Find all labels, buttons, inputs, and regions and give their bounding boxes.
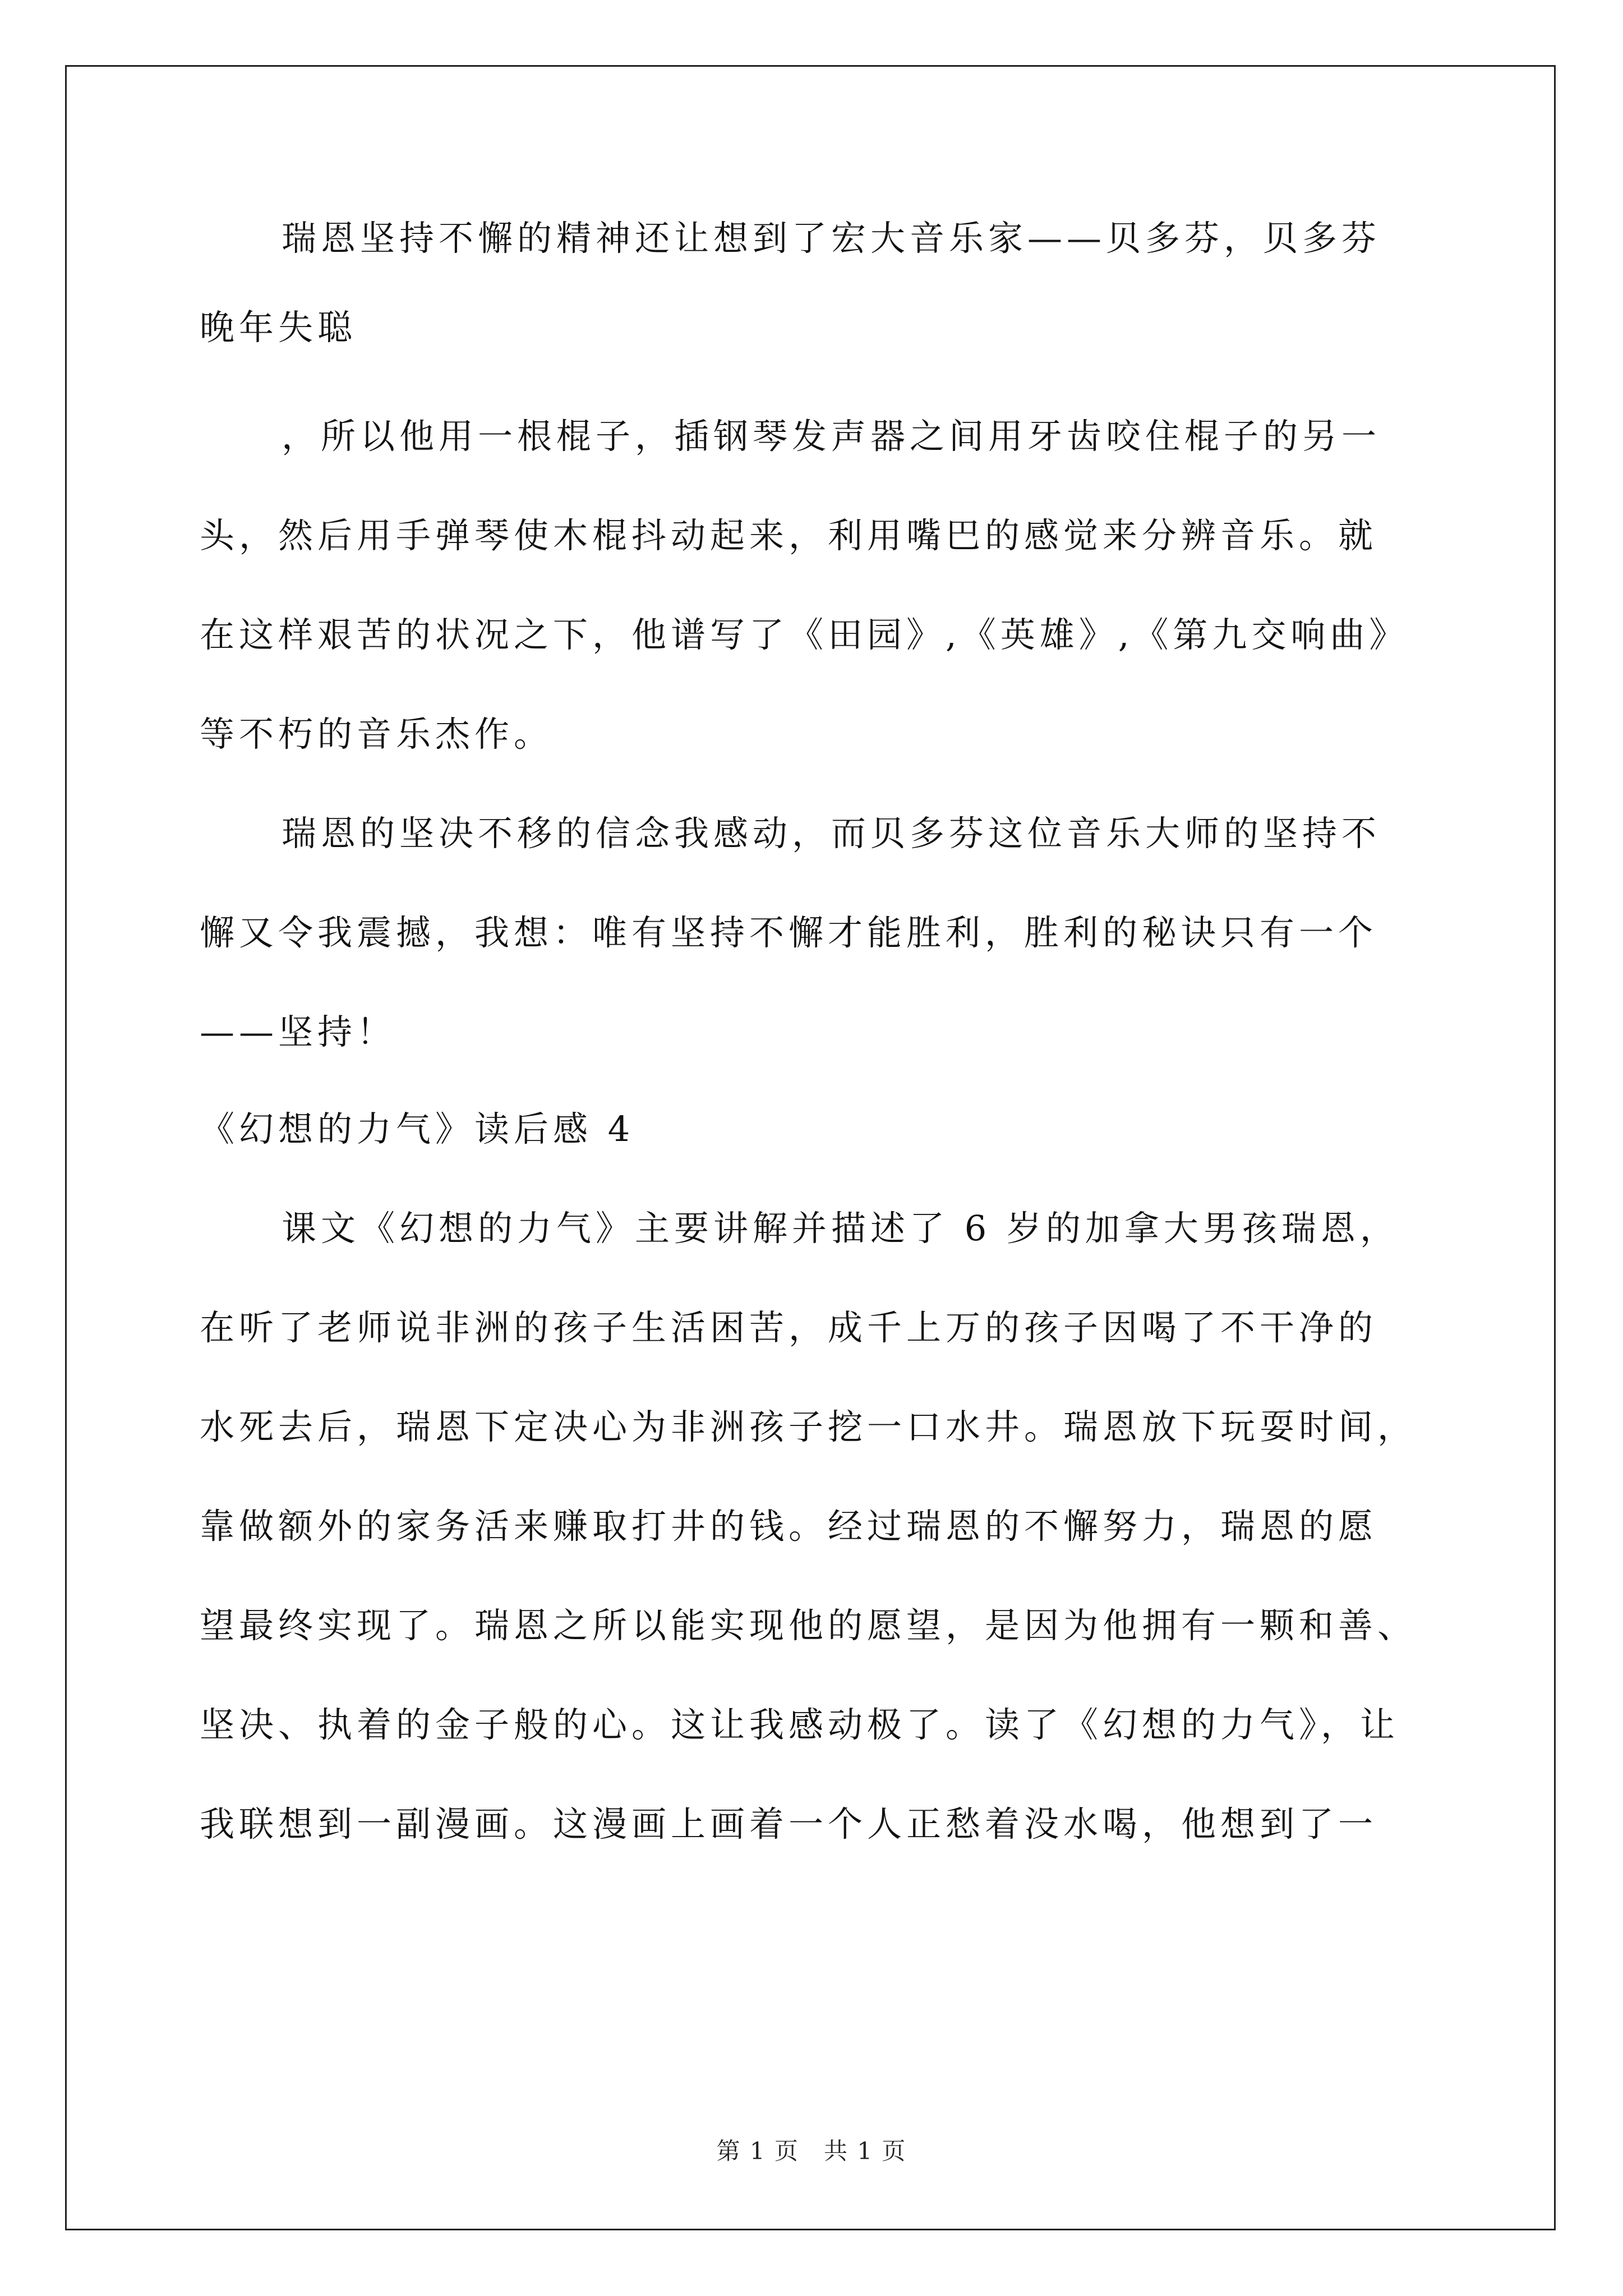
text-line: 坚决、执着的金子般的心。这让我感动极了。读了《幻想的力气》，让 [200, 1704, 1400, 1745]
text-line: 课文《幻想的力气》主要讲解并描述了 6 岁的加拿大男孩瑞恩， [282, 1208, 1399, 1249]
text-line: 望最终实现了。瑞恩之所以能实现他的愿望，是因为他拥有一颗和善、 [200, 1605, 1417, 1646]
text-line: ——坚持！ [200, 1011, 396, 1052]
text-line: 头，然后用手弹琴使木棍抖动起来，利用嘴巴的感觉来分辨音乐。就 [200, 515, 1378, 556]
text-line: 在听了老师说非洲的孩子生活困苦，成千上万的孩子因喝了不干净的 [200, 1307, 1378, 1348]
text-line: 懈又令我震撼，我想：唯有坚持不懈才能胜利，胜利的秘诀只有一个 [200, 912, 1378, 953]
text-line: 等不朽的音乐杰作。 [200, 714, 554, 754]
text-line: 瑞恩坚持不懈的精神还让想到了宏大音乐家——贝多芬，贝多芬 [282, 218, 1381, 259]
text-line: 我联想到一副漫画。这漫画上画着一个人正愁着没水喝，他想到了一 [200, 1803, 1378, 1844]
text-line: 晚年失聪 [200, 307, 357, 348]
text-line: 水死去后，瑞恩下定决心为非洲孩子挖一口水井。瑞恩放下玩耍时间， [200, 1406, 1417, 1447]
page-footer: 第 1 页 共 1 页 [716, 2137, 907, 2165]
text-line: ，所以他用一根棍子，插钢琴发声器之间用牙齿咬住棍子的另一 [282, 416, 1381, 457]
section-heading: 《幻想的力气》读后感 4 [200, 1108, 635, 1149]
text-line: 在这样艰苦的状况之下，他谱写了《田园》,《英雄》,《第九交响曲》 [200, 614, 1409, 655]
text-line: 瑞恩的坚决不移的信念我感动，而贝多芬这位音乐大师的坚持不 [282, 813, 1381, 854]
text-line: 靠做额外的家务活来赚取打井的钱。经过瑞恩的不懈努力，瑞恩的愿 [200, 1506, 1378, 1547]
